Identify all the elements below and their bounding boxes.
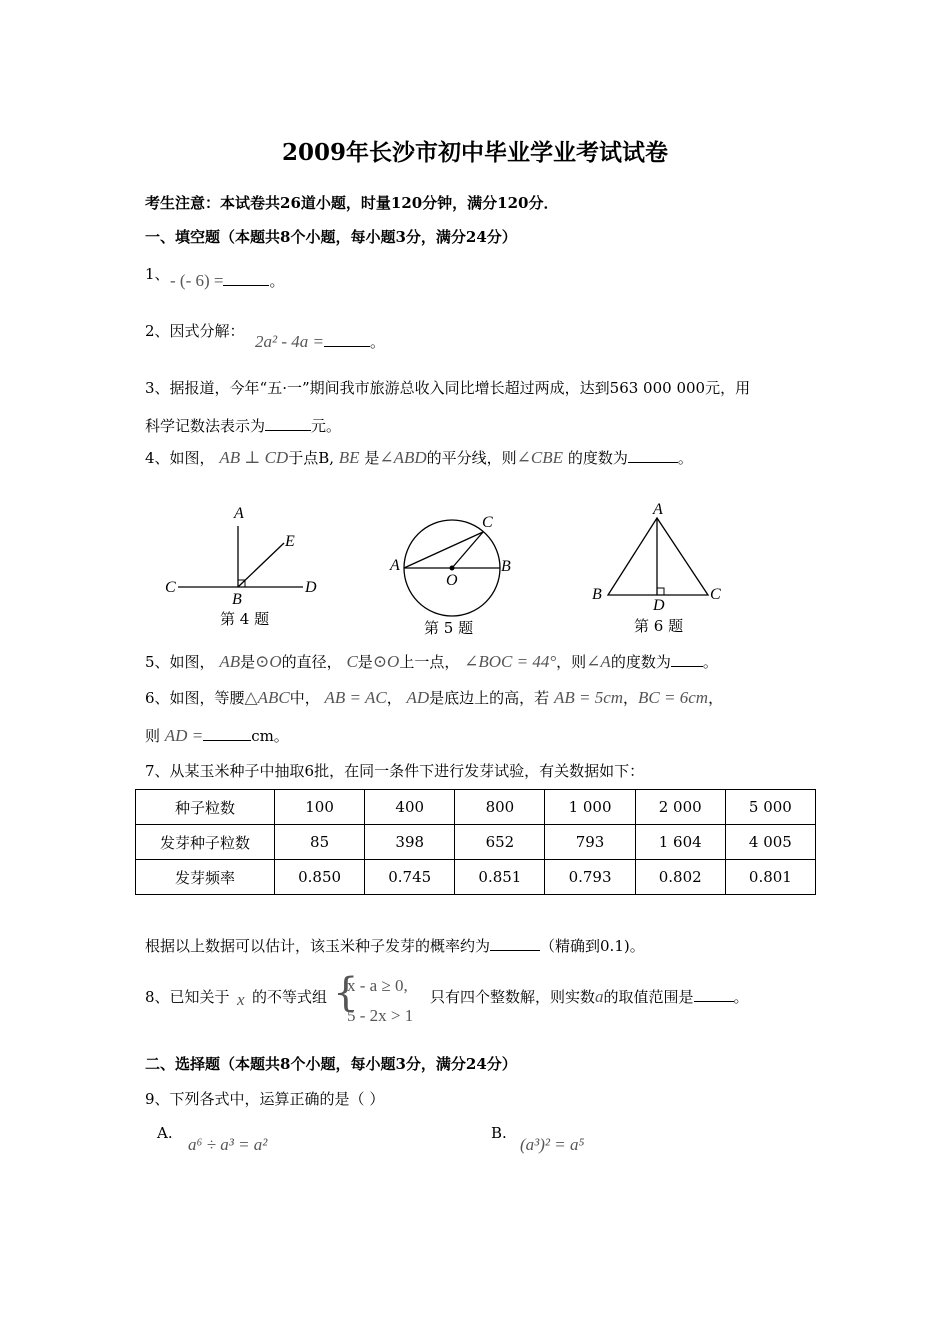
q7-after <box>145 935 645 956</box>
section-1-heading: 一、填空题（本题共8个小题，每小题3分，满分24分） <box>145 228 517 246</box>
q5-math-5: ∠BOC = 44° <box>464 652 557 671</box>
fig6-label-d: D <box>653 597 665 614</box>
q7-text: 7、从某玉米种子中抽取6批，在同一条件下进行发芽试验，有关数据如下： <box>145 762 645 780</box>
fig4-caption: 第 4 题 <box>220 610 270 628</box>
q5-math-1: AB <box>219 652 241 671</box>
table-row-header: 种子粒数 <box>136 790 275 825</box>
fig6-label-c: C <box>710 586 721 603</box>
q5-text <box>145 651 718 672</box>
table-cell: 0.802 <box>635 860 725 895</box>
q4-end: 。 <box>677 449 693 467</box>
q1-blank <box>223 284 269 286</box>
q9-option-b: (a³)² = a⁵ <box>520 1135 585 1154</box>
q5-end: 。 <box>702 653 718 671</box>
q6-part-c: ， <box>386 689 402 707</box>
page-title: 2009年长沙市初中毕业学业考试试卷 <box>281 139 668 166</box>
q6-line2 <box>145 725 289 746</box>
fig5-label-o: O <box>446 572 458 589</box>
q5-part-c: 的直径， <box>281 653 342 671</box>
q1-math: - (- 6) = <box>170 271 224 290</box>
table-row <box>136 790 816 825</box>
q6-part-d: 是底边上的高，若 <box>429 689 550 707</box>
q2-end: 。 <box>369 333 385 351</box>
q7-after-text: 根据以上数据可以估计，该玉米种子发芽的概率约为 <box>145 937 491 955</box>
q8-text-b: 的不等式组 <box>252 988 328 1006</box>
q1-expression <box>170 270 285 291</box>
q8-end: 。 <box>733 988 749 1006</box>
table-row-header: 发芽种子粒数 <box>136 825 275 860</box>
fig4-label-a: A <box>234 505 244 522</box>
q9-option-a-label: A. <box>157 1124 173 1142</box>
q3-line2-text: 科学记数法表示为 <box>145 417 266 435</box>
q8-brace: { <box>333 970 359 1016</box>
q6-line2-text: 则 <box>145 727 161 745</box>
table-cell: 0.793 <box>545 860 635 895</box>
table-cell: 5 000 <box>725 790 815 825</box>
table-cell: 0.851 <box>455 860 545 895</box>
q4-part-a: 4、如图， <box>145 449 215 467</box>
q5-part-a: 5、如图， <box>145 653 215 671</box>
table-row <box>136 860 816 895</box>
q1-end: 。 <box>269 272 285 290</box>
q7-after-end: （精确到0.1)。 <box>540 937 645 955</box>
fig5-label-a: A <box>390 557 400 574</box>
table-cell: 1 604 <box>635 825 725 860</box>
table-row <box>136 825 816 860</box>
table-cell: 85 <box>275 825 365 860</box>
table-cell: 0.745 <box>365 860 455 895</box>
fig4-label-b: B <box>232 591 242 608</box>
q3-line2-end: 元。 <box>311 417 342 435</box>
fig6-triangle <box>608 518 708 595</box>
q4-math-4: ∠CBE <box>516 448 564 467</box>
q9-option-b-label: B. <box>491 1124 507 1142</box>
q5-part-g: 的度数为 <box>610 653 671 671</box>
q9-text: 9、下列各式中，运算正确的是（ ） <box>145 1090 385 1108</box>
q8-math-x: x <box>237 990 245 1009</box>
table-cell: 1 000 <box>545 790 635 825</box>
table-cell: 800 <box>455 790 545 825</box>
q4-math-3: ∠ABD <box>379 448 427 467</box>
q1-number: 1、 <box>145 265 170 283</box>
q6-math-3: AD <box>406 688 430 707</box>
q6-blank <box>203 739 251 741</box>
fig5-caption: 第 5 题 <box>424 619 474 637</box>
q2-text: 2、因式分解： <box>145 322 245 340</box>
q8-math-a: a <box>595 987 604 1006</box>
q5-part-e: 上一点， <box>399 653 460 671</box>
q4-blank <box>628 461 678 463</box>
q5-math-2: ⊙O <box>255 652 282 671</box>
q6-part-a: 6、如图，等腰 <box>145 689 245 707</box>
q5-math-6: ∠A <box>586 652 611 671</box>
q4-math-1: AB ⊥ CD <box>219 448 289 467</box>
q6-part-f: ， <box>708 689 724 707</box>
q2-blank <box>324 345 370 347</box>
germination-table-body <box>136 790 816 895</box>
fig6-label-b: B <box>592 586 602 603</box>
table-cell: 400 <box>365 790 455 825</box>
q2-expression <box>255 331 385 352</box>
q6-math-4: AB = 5cm <box>553 688 624 707</box>
q6-math-5: BC = 6cm <box>638 688 709 707</box>
q5-math-4: ⊙O <box>372 652 400 671</box>
q7-blank <box>490 949 540 951</box>
fig5-center-point <box>450 566 455 571</box>
table-cell: 0.850 <box>275 860 365 895</box>
q8-text-c <box>430 986 749 1007</box>
table-row-header: 发芽频率 <box>136 860 275 895</box>
table-cell: 2 000 <box>635 790 725 825</box>
q4-math-2: BE <box>338 448 360 467</box>
q6-math-1: △ABC <box>244 688 290 707</box>
q8-blank <box>694 1000 734 1002</box>
fig4-label-e: E <box>285 533 295 550</box>
q6-part-e: ， <box>623 689 639 707</box>
q5-blank <box>671 665 703 667</box>
q9-option-a: a⁶ ÷ a³ = a² <box>188 1135 268 1154</box>
q4-part-e: 的度数为 <box>567 449 628 467</box>
q8-system-line1: x - a ≥ 0, <box>347 976 408 995</box>
germination-table <box>135 789 816 895</box>
q4-part-b: 于点B, <box>288 449 334 467</box>
q4-part-c: 是 <box>364 449 380 467</box>
fig6-caption: 第 6 题 <box>634 617 684 635</box>
exam-notice: 考生注意：本试卷共26道小题，时量120分钟，满分120分． <box>145 194 559 212</box>
q6-math-2: AB = AC <box>324 688 387 707</box>
q5-part-b: 是 <box>240 653 256 671</box>
q5-part-d: 是 <box>357 653 373 671</box>
q8-system-line2: 5 - 2x > 1 <box>347 1006 414 1025</box>
q6-line2-end: cm。 <box>251 727 289 745</box>
fig4-label-c: C <box>165 579 176 596</box>
table-cell: 4 005 <box>725 825 815 860</box>
figure-6 <box>600 510 720 610</box>
q3-line2 <box>145 415 341 436</box>
q6-math-6: AD = <box>164 726 204 745</box>
fig6-label-a: A <box>653 501 663 518</box>
fig5-label-c: C <box>482 514 493 531</box>
fig4-label-d: D <box>305 579 317 596</box>
figure-5 <box>395 510 515 630</box>
q4-part-d: 的平分线，则 <box>426 449 517 467</box>
section-2-heading: 二、选择题（本题共8个小题，每小题3分，满分24分） <box>145 1055 517 1073</box>
q3-line1: 3、据报道，今年“五·一”期间我市旅游总收入同比增长超过两成，达到563 000 000元，用 <box>145 379 751 397</box>
q6-part-b: 中， <box>289 689 320 707</box>
fig6-right-angle <box>657 588 664 595</box>
table-cell: 793 <box>545 825 635 860</box>
table-cell: 652 <box>455 825 545 860</box>
q2-math: 2a² - 4a = <box>255 332 324 351</box>
q4-text <box>145 447 693 468</box>
q5-math-3: C <box>346 652 358 671</box>
table-cell: 100 <box>275 790 365 825</box>
table-cell: 398 <box>365 825 455 860</box>
q3-blank <box>265 429 311 431</box>
fig5-label-b: B <box>501 558 511 575</box>
q6-line1 <box>145 687 723 708</box>
fig5-radius-oc <box>452 532 483 568</box>
q8-part-c: 只有四个整数解，则实数 <box>430 988 596 1006</box>
q5-part-f: ，则 <box>556 653 587 671</box>
table-cell: 0.801 <box>725 860 815 895</box>
q8-part-d: 的取值范围是 <box>603 988 694 1006</box>
q8-text-a: 8、已知关于 <box>145 988 230 1006</box>
